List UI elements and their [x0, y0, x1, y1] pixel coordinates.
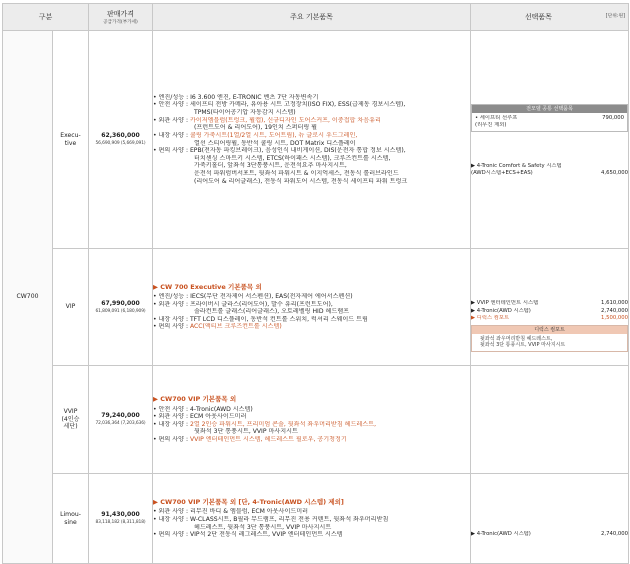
- option-price: 1,500,000: [601, 314, 628, 321]
- header-price-label: 판매가격: [106, 10, 135, 18]
- supply-price: 61,809,091 (6,180,909): [95, 308, 146, 314]
- spec-category-label: • 편의 사양 :: [153, 531, 190, 539]
- spec-cell: [153, 366, 471, 474]
- sale-price: 62,360,000: [101, 132, 140, 140]
- option-name: ▶ 디럭스 컴포트: [471, 314, 510, 321]
- spec-line: [153, 421, 470, 429]
- option-name: (AWD시스템+ECS+EAS): [471, 170, 533, 177]
- option-name: ▶ VVIP 엔터테인먼트 시스템: [471, 300, 539, 307]
- trim-name-line: Limou-: [60, 510, 81, 518]
- spec-category-label: • 편의 사양 :: [153, 323, 190, 331]
- option-spacer: [471, 499, 628, 531]
- header-price-sub: 공급가격(부가세): [103, 20, 138, 25]
- spec-line: [153, 140, 470, 148]
- spec-category-label: • 외관 사양 :: [153, 116, 190, 124]
- trim-name-line: Execu-: [60, 131, 81, 139]
- header-price: [89, 4, 153, 31]
- spec-line: [153, 524, 470, 532]
- trim-name-line: tive: [64, 139, 77, 147]
- spec-line: [153, 132, 470, 140]
- spec-line: [153, 428, 470, 436]
- spec-line: [153, 301, 470, 309]
- deluxe-comfort-line: 뒷좌석 3단 통풍시트, VVIP 마사지시트: [480, 342, 566, 349]
- spec-category-label: • 안전 사양 :: [153, 405, 190, 413]
- price-spec-table: [2, 3, 629, 564]
- header-spec: 주요 기본품목: [153, 4, 471, 31]
- spec-line: [153, 293, 470, 301]
- spec-line: [153, 147, 470, 155]
- option-price: 2,740,000: [601, 530, 628, 537]
- table-row: [3, 366, 629, 474]
- deluxe-comfort-body: [472, 334, 627, 351]
- option-cell: [471, 366, 629, 474]
- trim-name-line: VVIP: [63, 408, 78, 416]
- spec-text: VVIP 엔터테인먼트 시스템, 헤드레스트 필로우, 공기청정기: [189, 435, 347, 443]
- option-name: (리무진 제외): [475, 121, 507, 128]
- spec-text: I6 3.600 엔진, E-TRONIC 벤츠 7단 자동변속기: [190, 93, 319, 101]
- price-cell: [89, 249, 153, 366]
- spec-text: (프런트도어 & 리어도어), 19인치 스퍼터링 휠: [194, 124, 318, 132]
- spec-cell: [153, 249, 471, 366]
- spec-text: ACC(액티브 크루즈컨트롤 시스템): [189, 323, 282, 331]
- option-item: [471, 308, 628, 315]
- spec-line: [153, 178, 470, 186]
- trim-cell: [53, 31, 89, 249]
- spec-line: [153, 413, 470, 421]
- spec-text: 가죽키홀더, 앞좌석 3단통풍시트, 운전석요추 마사지시트,: [194, 162, 347, 170]
- spec-line: [153, 406, 470, 414]
- spec-text: 뒷좌석 3단 통풍시트, VVIP 마사지시트: [194, 428, 298, 436]
- option-price: 790,000: [602, 114, 624, 121]
- deluxe-comfort-line: 뒷좌석 좌우머리받침 헤드레스트,: [480, 336, 553, 343]
- spec-category-label: • 엔진/성능 :: [153, 293, 191, 301]
- table-row: [3, 31, 629, 249]
- spec-text: TFT LCD 디스플레이, 동반석 컨트롤 스위치, 럭셔리 스웨이드 트림: [189, 315, 368, 323]
- supply-price: 56,690,909 (5,669,091): [95, 141, 146, 147]
- header-option: [471, 4, 629, 31]
- header-unit: [단위:원]: [605, 14, 625, 19]
- option-item: [471, 170, 628, 177]
- spec-text: ECM 아웃사이드미러: [189, 413, 247, 421]
- spec-text: 프라이버시 글라스(리어도어), 발수 유리(프런트도어),: [189, 300, 333, 308]
- spec-text: 헤드레스트, 뒷좌석 3단 통풍시트, VVIP 마사지시트: [194, 523, 332, 531]
- option-price: 2,740,000: [601, 307, 628, 314]
- price-cell: [89, 474, 153, 564]
- spec-text: W-CLASS시트, B필라 무드램프, 리무진 전용 커텐트, 뒷좌석 좌우머리받침: [189, 515, 389, 523]
- trim-name-line: (4인승: [61, 415, 80, 423]
- spec-line: [153, 117, 470, 125]
- table-header-row: [3, 4, 629, 31]
- spec-line: [153, 124, 470, 132]
- spec-line: [153, 94, 470, 102]
- spec-heading: ▶ CW700 VIP 기본품목 외 [단, 4-Tronic(AWD 시스템) 제외]: [153, 498, 344, 507]
- spec-category-label: • 편의 사양 :: [153, 147, 190, 155]
- table-row: [3, 249, 629, 366]
- spec-text: 열선 스티어링휠, 동반석 쿨링 시트, DOT Matrix 디스플레이: [194, 139, 356, 147]
- trim-name-line: sine: [64, 518, 77, 526]
- spec-text: VIP석 2단 전동식 레그레스트, VVIP 엔터테인먼트 시스템: [189, 531, 343, 539]
- spec-line: [153, 109, 470, 117]
- trim-cell: [53, 366, 89, 474]
- spec-text: TPMS(타이어공기압 자동감지 시스템): [194, 109, 296, 117]
- spec-category-label: • 외관 사양 :: [153, 508, 190, 516]
- spec-line: [153, 323, 470, 331]
- spec-line: [153, 101, 470, 109]
- option-name: • 세이프티 선루프: [475, 114, 518, 121]
- option-item: [471, 163, 628, 170]
- option-name: ▶ 4-Tronic(AWD 시스템): [471, 307, 531, 314]
- spec-category-label: • 편의 사양 :: [153, 435, 190, 443]
- table-row: [3, 474, 629, 564]
- spec-category-label: • 외관 사양 :: [153, 413, 190, 421]
- spec-category-label: • 안전 사양 :: [153, 101, 190, 109]
- spec-line: [153, 170, 470, 178]
- trim-name-line: VIP: [65, 303, 76, 311]
- spec-line: [153, 436, 470, 444]
- spec-line: [153, 508, 470, 516]
- spec-category-label: • 엔진/성능 :: [153, 93, 191, 101]
- option-item: [471, 300, 628, 307]
- spec-line: [153, 308, 470, 316]
- spec-text: 카이저엠블럼(트렁크, 휠캡), 신규디자인 도어스커프, 이중접합 차음유리: [189, 116, 381, 124]
- option-name: ▶ 4-Tronic(AWD 시스템): [471, 530, 531, 537]
- spec-category-label: • 외관 사양 :: [153, 300, 190, 308]
- option-cell: [471, 31, 629, 249]
- spec-line: [153, 155, 470, 163]
- spec-cell: [153, 474, 471, 564]
- option-cell: [471, 474, 629, 564]
- option-item: [471, 315, 628, 322]
- spec-line: [153, 531, 470, 539]
- spec-text: 세이프티 전방 카메라, 유아용 시트 고정장치(ISO FIX), ESS(급제동 경보시스템),: [189, 101, 406, 109]
- spec-text: 4-Tronic(AWD 시스템): [189, 405, 253, 413]
- deluxe-comfort-title: 디럭스 컴포트: [472, 326, 627, 334]
- option-spacer: [471, 262, 628, 300]
- common-option-body: [472, 113, 627, 131]
- spec-category-label: • 내장 사양 :: [153, 420, 190, 428]
- spec-text: 솔라컨트롤 글래스(리어글래스), 오토레벨링 HID 헤드램프: [194, 308, 350, 316]
- trim-cell: [53, 249, 89, 366]
- spec-line: [153, 316, 470, 324]
- spec-text: IECS(무단 전자제어 서스펜션), EAS(전자제어 에어서스펜션): [190, 293, 353, 301]
- supply-price: 72,036,364 (7,203,636): [95, 421, 146, 427]
- model-name: CW700: [3, 31, 53, 564]
- price-cell: [89, 366, 153, 474]
- spec-cell: [153, 31, 471, 249]
- option-price: 4,650,000: [601, 170, 628, 177]
- spec-text: 2열 2인승 파워시트, 프리미엄 콘솔, 뒷좌석 좌우머리받침 헤드레스트,: [189, 420, 377, 428]
- header-option-label: 선택품목: [524, 13, 552, 21]
- supply-price: 83,118,182 (8,311,818): [95, 520, 146, 526]
- spec-heading: ▶ CW 700 Executive 기본품목 외: [153, 282, 262, 291]
- spec-line: [153, 162, 470, 170]
- price-cell: [89, 31, 153, 249]
- option-item: [475, 122, 624, 129]
- trim-cell: [53, 474, 89, 564]
- spec-text: (리어도어 & 리어글래스), 전동식 파워도어 시스템, 전동식 세이프티 파워 트렁크: [194, 177, 408, 185]
- common-option-box: [471, 104, 628, 133]
- spec-text: 터치센싱 스마트키 시스템, ETCS(하이패스 시스템), 크루즈컨트롤 시스템,: [194, 154, 391, 162]
- sale-price: 67,990,000: [101, 299, 140, 307]
- common-option-title: 전모델 공통 선택품목: [472, 105, 627, 113]
- option-item: [471, 531, 628, 538]
- trim-name-line: 세단): [63, 423, 78, 431]
- spec-heading: ▶ CW700 VIP 기본품목 외: [153, 395, 237, 404]
- sale-price: 91,430,000: [101, 511, 140, 519]
- spec-text: 운전석 파워럼버서포트, 뒷좌석 파워시트 & 이지억세스, 전동식 롤러브라인드: [194, 169, 399, 177]
- spec-text: EPB(전자동 파킹브레이크), 음성인식 내비게이션, DIS(운전자 통합 정보 시스템),: [189, 147, 406, 155]
- sale-price: 79,240,000: [101, 412, 140, 420]
- deluxe-comfort-box: [471, 325, 628, 352]
- spec-category-label: • 내장 사양 :: [153, 515, 190, 523]
- spec-text: 리무진 바디 & 엠블럼, ECM 아웃사이드미러: [189, 508, 308, 516]
- option-name: ▶ 4-Tronic Comfort & Safety 시스템: [471, 163, 562, 170]
- option-item: [475, 115, 624, 122]
- option-price: 1,610,000: [601, 300, 628, 307]
- header-gubun: 구분: [3, 4, 89, 31]
- option-spacer: [471, 135, 628, 163]
- spec-category-label: • 내장 사양 :: [153, 131, 190, 139]
- option-cell: [471, 249, 629, 366]
- spec-text: 쿨링 가죽시트(1열/2열 시트, 도어트림), 뉴 글로시 우드그레인,: [189, 131, 358, 139]
- spec-category-label: • 내장 사양 :: [153, 315, 190, 323]
- spec-line: [153, 516, 470, 524]
